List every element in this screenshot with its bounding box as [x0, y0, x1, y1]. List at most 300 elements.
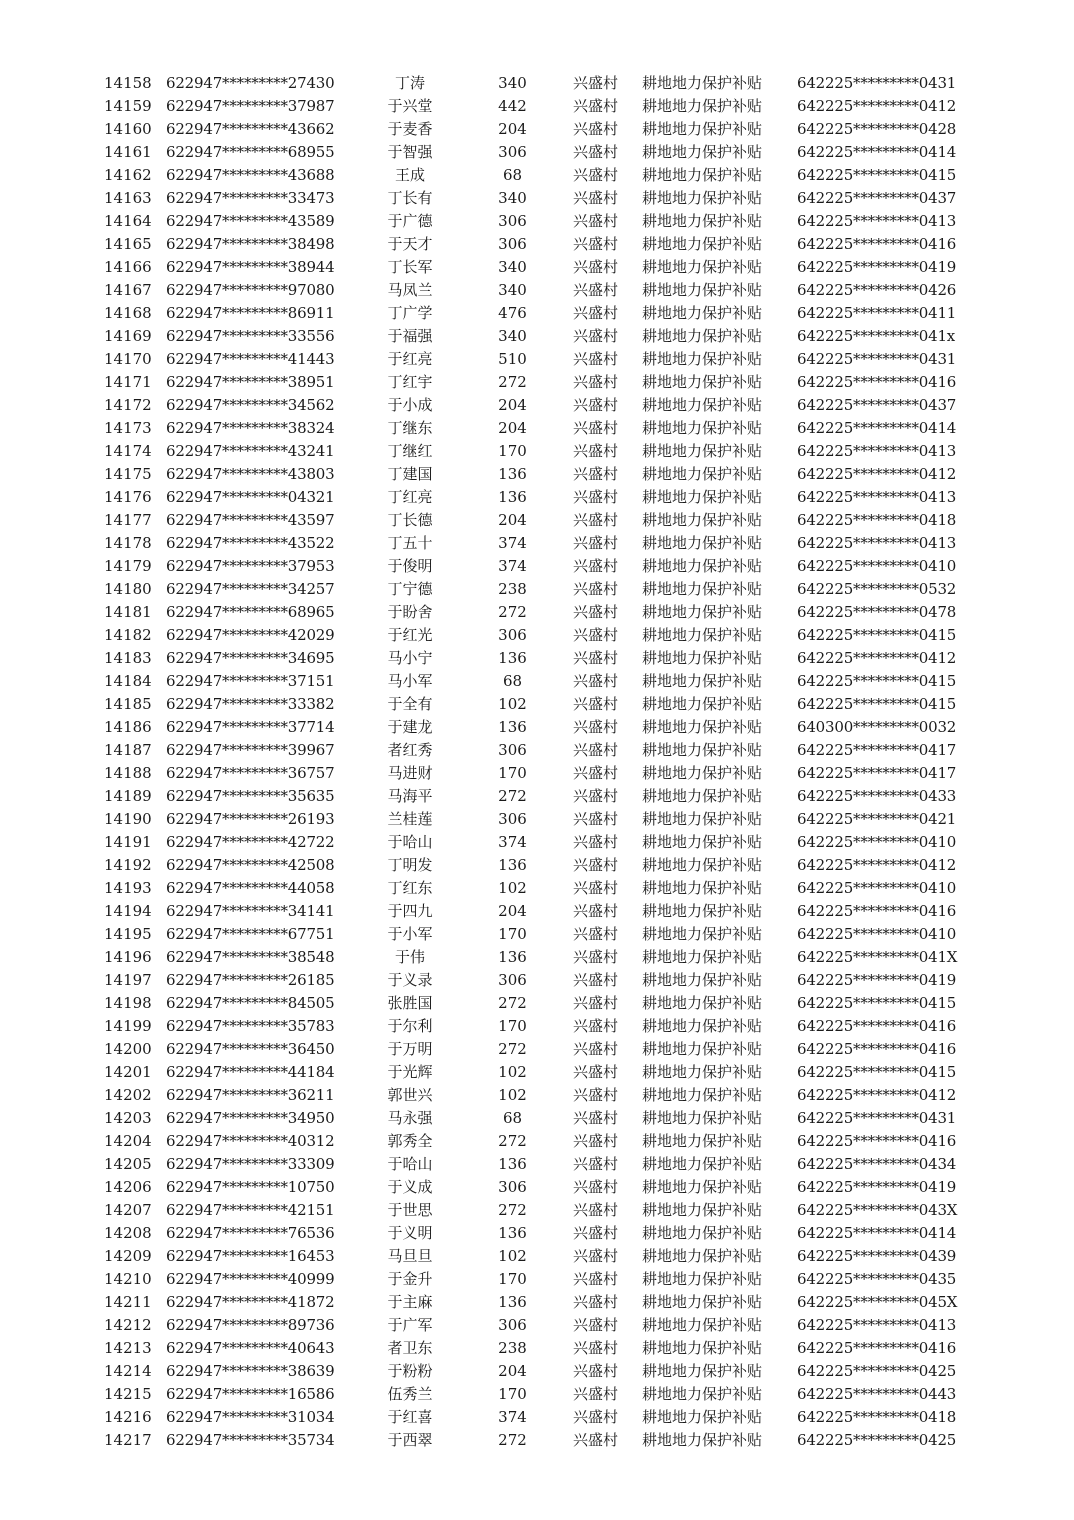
- bank-account: 622947*********68955: [166, 143, 335, 161]
- id-number: 642225*********0415: [797, 695, 957, 713]
- id-number: 642225*********0419: [797, 1178, 957, 1196]
- table-row: [0, 1015, 1074, 1038]
- subsidy-amount: 272: [498, 603, 527, 621]
- recipient-name: 丁长军: [387, 258, 433, 276]
- row-number: 14159: [104, 97, 152, 115]
- bank-account: 622947*********38498: [166, 235, 335, 253]
- village: 兴盛村: [572, 74, 618, 92]
- village: 兴盛村: [572, 925, 618, 943]
- bank-account: 622947*********43241: [166, 442, 335, 460]
- id-number: 642225*********0413: [797, 488, 957, 506]
- village: 兴盛村: [572, 97, 618, 115]
- row-number: 14206: [104, 1178, 152, 1196]
- id-number: 642225*********0437: [797, 396, 957, 414]
- subsidy-type: 耕地地力保护补贴: [642, 603, 763, 621]
- table-row: [0, 486, 1074, 509]
- subsidy-amount: 170: [498, 1385, 527, 1403]
- subsidy-amount: 272: [498, 994, 527, 1012]
- id-number: 642225*********0417: [797, 741, 957, 759]
- subsidy-amount: 136: [498, 649, 527, 667]
- bank-account: 622947*********37714: [166, 718, 335, 736]
- row-number: 14171: [104, 373, 152, 391]
- subsidy-type: 耕地地力保护补贴: [642, 1040, 763, 1058]
- subsidy-type: 耕地地力保护补贴: [642, 1109, 763, 1127]
- recipient-name: 于义明: [387, 1224, 433, 1242]
- id-number: 642225*********0415: [797, 1063, 957, 1081]
- id-number: 642225*********0416: [797, 1040, 957, 1058]
- subsidy-type: 耕地地力保护补贴: [642, 1178, 763, 1196]
- id-number: 642225*********0412: [797, 465, 957, 483]
- id-number: 642225*********0416: [797, 1017, 957, 1035]
- id-number: 642225*********0419: [797, 971, 957, 989]
- id-number: 642225*********0435: [797, 1270, 957, 1288]
- subsidy-amount: 68: [502, 166, 523, 184]
- subsidy-type: 耕地地力保护补贴: [642, 74, 763, 92]
- id-number: 642225*********0418: [797, 1408, 957, 1426]
- bank-account: 622947*********16453: [166, 1247, 335, 1265]
- id-number: 642225*********0431: [797, 350, 957, 368]
- subsidy-type: 耕地地力保护补贴: [642, 672, 763, 690]
- row-number: 14170: [104, 350, 152, 368]
- table-row: [0, 463, 1074, 486]
- id-number: 642225*********0410: [797, 925, 957, 943]
- subsidy-type: 耕地地力保护补贴: [642, 1316, 763, 1334]
- id-number: 642225*********0413: [797, 442, 957, 460]
- row-number: 14202: [104, 1086, 152, 1104]
- subsidy-amount: 306: [498, 626, 527, 644]
- recipient-name: 于四九: [387, 902, 433, 920]
- village: 兴盛村: [572, 1385, 618, 1403]
- recipient-name: 于世思: [387, 1201, 433, 1219]
- bank-account: 622947*********97080: [166, 281, 335, 299]
- subsidy-amount: 204: [498, 396, 527, 414]
- id-number: 642225*********0421: [797, 810, 957, 828]
- id-number: 642225*********0416: [797, 902, 957, 920]
- bank-account: 622947*********38548: [166, 948, 335, 966]
- subsidy-type: 耕地地力保护补贴: [642, 1063, 763, 1081]
- id-number: 642225*********0412: [797, 649, 957, 667]
- subsidy-type: 耕地地力保护补贴: [642, 281, 763, 299]
- id-number: 642225*********041x: [797, 327, 956, 345]
- id-number: 642225*********0431: [797, 1109, 957, 1127]
- row-number: 14178: [104, 534, 152, 552]
- recipient-name: 丁五十: [387, 534, 433, 552]
- recipient-name: 于西翠: [387, 1431, 433, 1449]
- row-number: 14180: [104, 580, 152, 598]
- table-row: [0, 946, 1074, 969]
- bank-account: 622947*********36757: [166, 764, 335, 782]
- recipient-name: 于尔利: [387, 1017, 433, 1035]
- row-number: 14179: [104, 557, 152, 575]
- bank-account: 622947*********04321: [166, 488, 335, 506]
- recipient-name: 于金升: [387, 1270, 433, 1288]
- row-number: 14174: [104, 442, 152, 460]
- subsidy-amount: 238: [498, 580, 527, 598]
- village: 兴盛村: [572, 1040, 618, 1058]
- table-row: [0, 1199, 1074, 1222]
- village: 兴盛村: [572, 143, 618, 161]
- subsidy-type: 耕地地力保护补贴: [642, 1362, 763, 1380]
- subsidy-type: 耕地地力保护补贴: [642, 833, 763, 851]
- id-number: 642225*********0413: [797, 212, 957, 230]
- row-number: 14209: [104, 1247, 152, 1265]
- row-number: 14196: [104, 948, 152, 966]
- recipient-name: 于哈山: [387, 833, 433, 851]
- subsidy-type: 耕地地力保护补贴: [642, 1293, 763, 1311]
- recipient-name: 于麦香: [387, 120, 433, 138]
- recipient-name: 马小宁: [387, 649, 433, 667]
- bank-account: 622947*********35783: [166, 1017, 335, 1035]
- bank-account: 622947*********43522: [166, 534, 335, 552]
- row-number: 14181: [104, 603, 152, 621]
- village: 兴盛村: [572, 856, 618, 874]
- village: 兴盛村: [572, 787, 618, 805]
- bank-account: 622947*********43803: [166, 465, 335, 483]
- table-row: [0, 670, 1074, 693]
- subsidy-amount: 102: [498, 695, 527, 713]
- village: 兴盛村: [572, 1109, 618, 1127]
- table-row: [0, 992, 1074, 1015]
- subsidy-type: 耕地地力保护补贴: [642, 1086, 763, 1104]
- village: 兴盛村: [572, 580, 618, 598]
- village: 兴盛村: [572, 488, 618, 506]
- row-number: 14176: [104, 488, 152, 506]
- recipient-name: 于建龙: [387, 718, 433, 736]
- subsidy-type: 耕地地力保护补贴: [642, 971, 763, 989]
- bank-account: 622947*********43688: [166, 166, 335, 184]
- table-row: [0, 1222, 1074, 1245]
- subsidy-amount: 306: [498, 971, 527, 989]
- recipient-name: 丁广学: [387, 304, 433, 322]
- subsidy-type: 耕地地力保护补贴: [642, 189, 763, 207]
- subsidy-amount: 306: [498, 1178, 527, 1196]
- subsidy-type: 耕地地力保护补贴: [642, 856, 763, 874]
- row-number: 14172: [104, 396, 152, 414]
- table-row: [0, 233, 1074, 256]
- recipient-name: 兰桂莲: [387, 810, 433, 828]
- village: 兴盛村: [572, 166, 618, 184]
- row-number: 14164: [104, 212, 152, 230]
- subsidy-amount: 102: [498, 879, 527, 897]
- subsidy-type: 耕地地力保护补贴: [642, 649, 763, 667]
- recipient-name: 丁继红: [387, 442, 433, 460]
- recipient-name: 丁红东: [387, 879, 433, 897]
- village: 兴盛村: [572, 258, 618, 276]
- subsidy-amount: 374: [498, 534, 527, 552]
- table-row: [0, 555, 1074, 578]
- subsidy-type: 耕地地力保护补贴: [642, 465, 763, 483]
- row-number: 14200: [104, 1040, 152, 1058]
- table-row: [0, 164, 1074, 187]
- subsidy-type: 耕地地力保护补贴: [642, 350, 763, 368]
- row-number: 14161: [104, 143, 152, 161]
- row-number: 14217: [104, 1431, 152, 1449]
- village: 兴盛村: [572, 1408, 618, 1426]
- subsidy-type: 耕地地力保护补贴: [642, 1408, 763, 1426]
- recipient-name: 郭秀全: [387, 1132, 433, 1150]
- recipient-name: 马海平: [387, 787, 433, 805]
- subsidy-type: 耕地地力保护补贴: [642, 1431, 763, 1449]
- village: 兴盛村: [572, 764, 618, 782]
- table-row: [0, 854, 1074, 877]
- row-number: 14214: [104, 1362, 152, 1380]
- bank-account: 622947*********34141: [166, 902, 335, 920]
- row-number: 14175: [104, 465, 152, 483]
- village: 兴盛村: [572, 718, 618, 736]
- village: 兴盛村: [572, 373, 618, 391]
- subsidy-type: 耕地地力保护补贴: [642, 787, 763, 805]
- table-row: [0, 716, 1074, 739]
- id-number: 642225*********0434: [797, 1155, 957, 1173]
- row-number: 14185: [104, 695, 152, 713]
- village: 兴盛村: [572, 557, 618, 575]
- village: 兴盛村: [572, 350, 618, 368]
- recipient-name: 于智强: [387, 143, 433, 161]
- recipient-name: 于广军: [387, 1316, 433, 1334]
- table-row: [0, 1084, 1074, 1107]
- subsidy-type: 耕地地力保护补贴: [642, 902, 763, 920]
- row-number: 14167: [104, 281, 152, 299]
- subsidy-amount: 374: [498, 833, 527, 851]
- row-number: 14195: [104, 925, 152, 943]
- table-row: [0, 1176, 1074, 1199]
- subsidy-amount: 306: [498, 741, 527, 759]
- subsidy-type: 耕地地力保护补贴: [642, 166, 763, 184]
- subsidy-type: 耕地地力保护补贴: [642, 534, 763, 552]
- row-number: 14207: [104, 1201, 152, 1219]
- recipient-name: 丁涛: [394, 74, 425, 92]
- bank-account: 622947*********34695: [166, 649, 335, 667]
- bank-account: 622947*********89736: [166, 1316, 335, 1334]
- subsidy-type: 耕地地力保护补贴: [642, 511, 763, 529]
- village: 兴盛村: [572, 281, 618, 299]
- recipient-name: 丁继东: [387, 419, 433, 437]
- subsidy-amount: 68: [502, 1109, 523, 1127]
- table-row: [0, 877, 1074, 900]
- table-row: [0, 72, 1074, 95]
- subsidy-amount: 204: [498, 511, 527, 529]
- bank-account: 622947*********42722: [166, 833, 335, 851]
- bank-account: 622947*********44058: [166, 879, 335, 897]
- id-number: 642225*********0415: [797, 166, 957, 184]
- id-number: 642225*********0412: [797, 856, 957, 874]
- recipient-name: 于全有: [387, 695, 433, 713]
- id-number: 642225*********041X: [797, 948, 958, 966]
- subsidy-amount: 306: [498, 1316, 527, 1334]
- village: 兴盛村: [572, 534, 618, 552]
- row-number: 14210: [104, 1270, 152, 1288]
- subsidy-amount: 306: [498, 810, 527, 828]
- village: 兴盛村: [572, 1201, 618, 1219]
- table-row: [0, 1314, 1074, 1337]
- subsidy-type: 耕地地力保护补贴: [642, 718, 763, 736]
- recipient-name: 王成: [394, 166, 425, 184]
- id-number: 640300*********0032: [797, 718, 957, 736]
- table-row: [0, 693, 1074, 716]
- bank-account: 622947*********31034: [166, 1408, 335, 1426]
- village: 兴盛村: [572, 304, 618, 322]
- row-number: 14211: [104, 1293, 152, 1311]
- recipient-name: 于伟: [394, 948, 425, 966]
- recipient-name: 于义成: [387, 1178, 433, 1196]
- recipient-name: 马永强: [387, 1109, 433, 1127]
- bank-account: 622947*********40999: [166, 1270, 335, 1288]
- subsidy-amount: 136: [498, 465, 527, 483]
- village: 兴盛村: [572, 189, 618, 207]
- id-number: 642225*********0413: [797, 534, 957, 552]
- subsidy-amount: 170: [498, 764, 527, 782]
- subsidy-amount: 340: [498, 74, 527, 92]
- table-row: [0, 302, 1074, 325]
- bank-account: 622947*********40312: [166, 1132, 335, 1150]
- recipient-name: 于哈山: [387, 1155, 433, 1173]
- row-number: 14191: [104, 833, 152, 851]
- village: 兴盛村: [572, 1086, 618, 1104]
- village: 兴盛村: [572, 626, 618, 644]
- bank-account: 622947*********33309: [166, 1155, 335, 1173]
- recipient-name: 于小成: [387, 396, 433, 414]
- table-row: [0, 532, 1074, 555]
- id-number: 642225*********0532: [797, 580, 957, 598]
- subsidy-amount: 136: [498, 1224, 527, 1242]
- table-row: [0, 118, 1074, 141]
- subsidy-type: 耕地地力保护补贴: [642, 304, 763, 322]
- id-number: 642225*********0419: [797, 258, 957, 276]
- recipient-name: 丁长德: [387, 511, 433, 529]
- row-number: 14177: [104, 511, 152, 529]
- subsidy-type: 耕地地力保护补贴: [642, 120, 763, 138]
- subsidy-amount: 272: [498, 1132, 527, 1150]
- table-row: [0, 371, 1074, 394]
- subsidy-type: 耕地地力保护补贴: [642, 557, 763, 575]
- row-number: 14190: [104, 810, 152, 828]
- subsidy-amount: 204: [498, 1362, 527, 1380]
- bank-account: 622947*********39967: [166, 741, 335, 759]
- subsidy-amount: 204: [498, 902, 527, 920]
- recipient-name: 于盼舍: [387, 603, 433, 621]
- recipient-name: 于粉粉: [387, 1362, 433, 1380]
- id-number: 642225*********0425: [797, 1362, 957, 1380]
- subsidy-amount: 68: [502, 672, 523, 690]
- village: 兴盛村: [572, 649, 618, 667]
- table-row: [0, 210, 1074, 233]
- id-number: 642225*********045X: [797, 1293, 958, 1311]
- row-number: 14162: [104, 166, 152, 184]
- table-row: [0, 1061, 1074, 1084]
- subsidy-type: 耕地地力保护补贴: [642, 488, 763, 506]
- subsidy-type: 耕地地力保护补贴: [642, 1155, 763, 1173]
- recipient-name: 马旦旦: [387, 1247, 433, 1265]
- id-number: 642225*********0410: [797, 833, 957, 851]
- subsidy-amount: 136: [498, 856, 527, 874]
- row-number: 14215: [104, 1385, 152, 1403]
- row-number: 14199: [104, 1017, 152, 1035]
- bank-account: 622947*********86911: [166, 304, 335, 322]
- recipient-name: 马凤兰: [387, 281, 433, 299]
- village: 兴盛村: [572, 1017, 618, 1035]
- subsidy-amount: 272: [498, 1431, 527, 1449]
- village: 兴盛村: [572, 1178, 618, 1196]
- bank-account: 622947*********37953: [166, 557, 335, 575]
- village: 兴盛村: [572, 971, 618, 989]
- recipient-name: 伍秀兰: [387, 1385, 433, 1403]
- id-number: 642225*********0428: [797, 120, 957, 138]
- village: 兴盛村: [572, 695, 618, 713]
- subsidy-type: 耕地地力保护补贴: [642, 143, 763, 161]
- row-number: 14213: [104, 1339, 152, 1357]
- village: 兴盛村: [572, 120, 618, 138]
- recipient-name: 于小军: [387, 925, 433, 943]
- subsidy-type: 耕地地力保护补贴: [642, 396, 763, 414]
- table-row: [0, 1406, 1074, 1429]
- bank-account: 622947*********38324: [166, 419, 335, 437]
- bank-account: 622947*********43597: [166, 511, 335, 529]
- subsidy-amount: 204: [498, 120, 527, 138]
- id-number: 642225*********0413: [797, 1316, 957, 1334]
- subsidy-amount: 136: [498, 1293, 527, 1311]
- id-number: 642225*********0410: [797, 879, 957, 897]
- subsidy-amount: 340: [498, 327, 527, 345]
- village: 兴盛村: [572, 1316, 618, 1334]
- subsidy-amount: 238: [498, 1339, 527, 1357]
- bank-account: 622947*********36450: [166, 1040, 335, 1058]
- subsidy-type: 耕地地力保护补贴: [642, 1132, 763, 1150]
- bank-account: 622947*********33382: [166, 695, 335, 713]
- table-row: [0, 440, 1074, 463]
- subsidy-amount: 136: [498, 718, 527, 736]
- subsidy-amount: 340: [498, 189, 527, 207]
- id-number: 642225*********0478: [797, 603, 957, 621]
- table-row: [0, 624, 1074, 647]
- table-row: [0, 1291, 1074, 1314]
- bank-account: 622947*********27430: [166, 74, 335, 92]
- bank-account: 622947*********35635: [166, 787, 335, 805]
- table-row: [0, 1153, 1074, 1176]
- row-number: 14194: [104, 902, 152, 920]
- subsidy-type: 耕地地力保护补贴: [642, 1017, 763, 1035]
- table-row: [0, 647, 1074, 670]
- table-row: [0, 1130, 1074, 1153]
- village: 兴盛村: [572, 1362, 618, 1380]
- table-row: [0, 279, 1074, 302]
- bank-account: 622947*********67751: [166, 925, 335, 943]
- bank-account: 622947*********34950: [166, 1109, 335, 1127]
- village: 兴盛村: [572, 603, 618, 621]
- row-number: 14158: [104, 74, 152, 92]
- subsidy-type: 耕地地力保护补贴: [642, 741, 763, 759]
- subsidy-type: 耕地地力保护补贴: [642, 580, 763, 598]
- row-number: 14186: [104, 718, 152, 736]
- bank-account: 622947*********38639: [166, 1362, 335, 1380]
- bank-account: 622947*********26185: [166, 971, 335, 989]
- row-number: 14212: [104, 1316, 152, 1334]
- subsidy-type: 耕地地力保护补贴: [642, 327, 763, 345]
- bank-account: 622947*********40643: [166, 1339, 335, 1357]
- table-row: [0, 1429, 1074, 1452]
- subsidy-type: 耕地地力保护补贴: [642, 1247, 763, 1265]
- id-number: 642225*********0437: [797, 189, 957, 207]
- table-row: [0, 1360, 1074, 1383]
- village: 兴盛村: [572, 1247, 618, 1265]
- subsidy-amount: 306: [498, 143, 527, 161]
- row-number: 14163: [104, 189, 152, 207]
- recipient-name: 丁长有: [387, 189, 433, 207]
- recipient-name: 者卫东: [387, 1339, 433, 1357]
- id-number: 642225*********0439: [797, 1247, 957, 1265]
- bank-account: 622947*********36211: [166, 1086, 335, 1104]
- id-number: 642225*********0416: [797, 373, 957, 391]
- bank-account: 622947*********16586: [166, 1385, 335, 1403]
